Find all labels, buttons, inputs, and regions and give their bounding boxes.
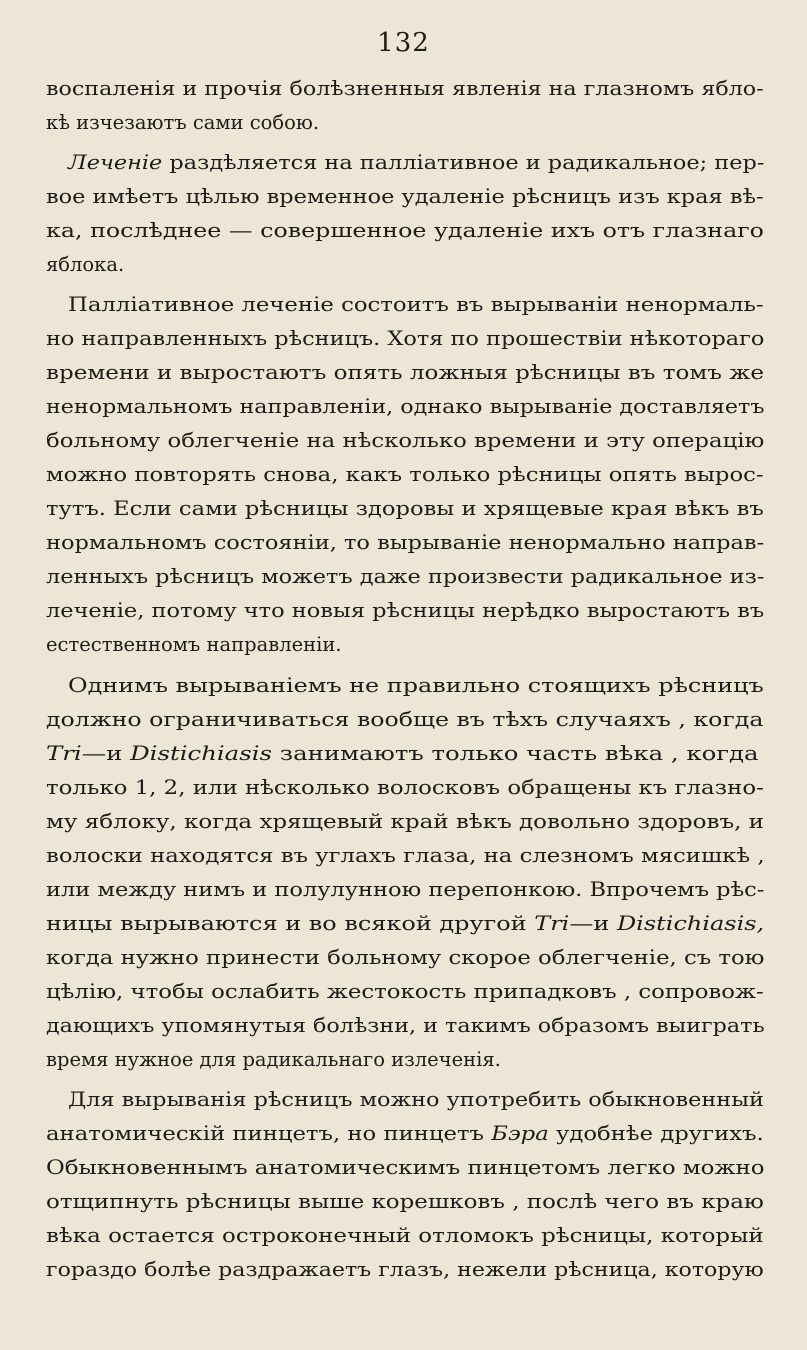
text-line [46,1009,765,1043]
text-segment: когда нужно принести больному скорое облегченіе, съ тою [46,946,765,969]
text-segment: но направленныхъ рѣсницъ. Хотя по прошествіи нѣкотораго [46,327,765,350]
text-line [46,941,764,975]
text-segment: Однимъ вырываніемъ не правильно стоящихъ рѣсницъ [68,674,764,697]
text-segment: время нужное для радикальнаго излеченія. [46,1048,501,1071]
text-segment: вое имѣетъ цѣлью временное удаленіе рѣсницъ изъ края вѣ- [46,185,764,208]
text-line [46,458,764,492]
text-segment: раздѣляется на палліативное и радикальное; пер- [162,151,765,174]
text-line [68,288,764,322]
text-line [68,669,764,703]
text-line [46,214,764,248]
text-line [46,106,319,140]
text-line [46,180,764,214]
text-segment: леченіе, потому что новыя рѣсницы нерѣдко выростаютъ въ [46,599,765,622]
text-line [46,492,764,526]
text-segment: вѣка остается остроконечный отломокъ рѣсницы, который [46,1224,764,1247]
italic-text: Distichiasis [130,742,273,765]
text-segment: гораздо болѣе раздражаетъ глазъ, нежели рѣсница, которую [46,1258,764,1281]
text-segment: отщипнуть рѣсницы выше корешковъ , послѣ чего въ краю [46,1190,764,1213]
text-segment: —и [569,912,617,935]
text-line [46,703,763,737]
text-line [46,839,765,873]
text-line [68,146,764,180]
text-line [46,1253,764,1287]
text-line [46,1043,501,1077]
text-segment: воспаленія и прочія болѣзненныя явленія на глазномъ ябло- [46,77,764,100]
text-segment: только 1, 2, или нѣсколько волосковъ обращены къ глазно- [46,776,764,799]
text-segment: анатомическій пинцетъ, но пинцетъ [46,1122,492,1145]
text-line [46,356,764,390]
text-segment: кѣ изчезаютъ сами собою. [46,111,320,134]
text-segment: цѣлію, чтобы ослабить жестокость припадковъ , сопровож- [46,980,764,1003]
italic-text: Distichiasis, [616,912,765,935]
text-segment: Палліативное леченіе состоитъ въ вырываніи ненормаль- [68,293,764,316]
text-line [46,737,759,771]
text-segment: Обыкновеннымъ анатомическимъ пинцетомъ легко можно [46,1156,765,1179]
text-line [46,873,764,907]
italic-text: Бэра [491,1122,549,1145]
text-line [46,628,342,662]
text-segment: или между нимъ и полулунною перепонкою. Впрочемъ рѣс- [46,878,765,901]
text-line [46,248,124,282]
page-number: 132 [377,28,430,58]
text-segment: должно ограничиваться вообще въ тѣхъ случаяхъ , когда [46,708,764,731]
italic-text: Tri [534,912,570,935]
text-line [46,975,764,1009]
text-line [46,1219,764,1253]
text-segment: удобнѣе другихъ. [548,1122,764,1145]
text-segment: Для вырыванія рѣсницъ можно употребить обыкновенный [68,1088,764,1111]
text-line [68,1083,764,1117]
text-segment: ницы вырываются и во всякой другой [46,912,535,935]
text-line [46,1185,764,1219]
text-line [46,526,764,560]
text-line [46,907,764,941]
text-segment: больному облегченіе на нѣсколько времени и эту операцію [46,429,765,452]
text-line [46,72,764,106]
text-line [46,560,764,594]
text-line [46,594,764,628]
text-segment: яблока. [46,253,125,276]
text-segment: —и [81,742,131,765]
text-segment: волоски находятся въ углахъ глаза, на слезномъ мясишкѣ , [46,844,765,867]
text-segment: занимаютъ только часть вѣка , когда [272,742,759,765]
text-line [46,322,764,356]
text-segment: нормальномъ состояніи, то вырываніе ненормально направ- [46,531,765,554]
text-line [46,1151,765,1185]
text-segment: времени и выростаютъ опять ложныя рѣсницы въ томъ же [46,361,765,384]
text-segment: ленныхъ рѣсницъ можетъ даже произвести радикальное из- [46,565,765,588]
text-segment: му яблоку, когда хрящевый край вѣкъ довольно здоровъ, и [46,810,765,833]
text-line [46,424,764,458]
text-line [46,1117,764,1151]
text-segment: можно повторять снова, какъ только рѣсницы опять выроc- [46,463,764,486]
text-segment: ненормальномъ направленіи, однако вырываніе доставляетъ [46,395,765,418]
text-line [46,771,764,805]
text-segment: ка, послѣднее — совершенное удаленіе ихъ отъ глазнаго [46,219,764,242]
text-segment: тутъ. Если сами рѣсницы здоровы и хрящевые края вѣкъ въ [46,497,764,520]
text-segment: естественномъ направленіи. [46,633,342,656]
text-line [46,805,764,839]
text-segment: дающихъ упомянутыя болѣзни, и такимъ образомъ выиграть [46,1014,765,1037]
italic-text: Tri [46,742,82,765]
text-line [46,390,764,424]
italic-text: Леченіе [68,151,163,174]
